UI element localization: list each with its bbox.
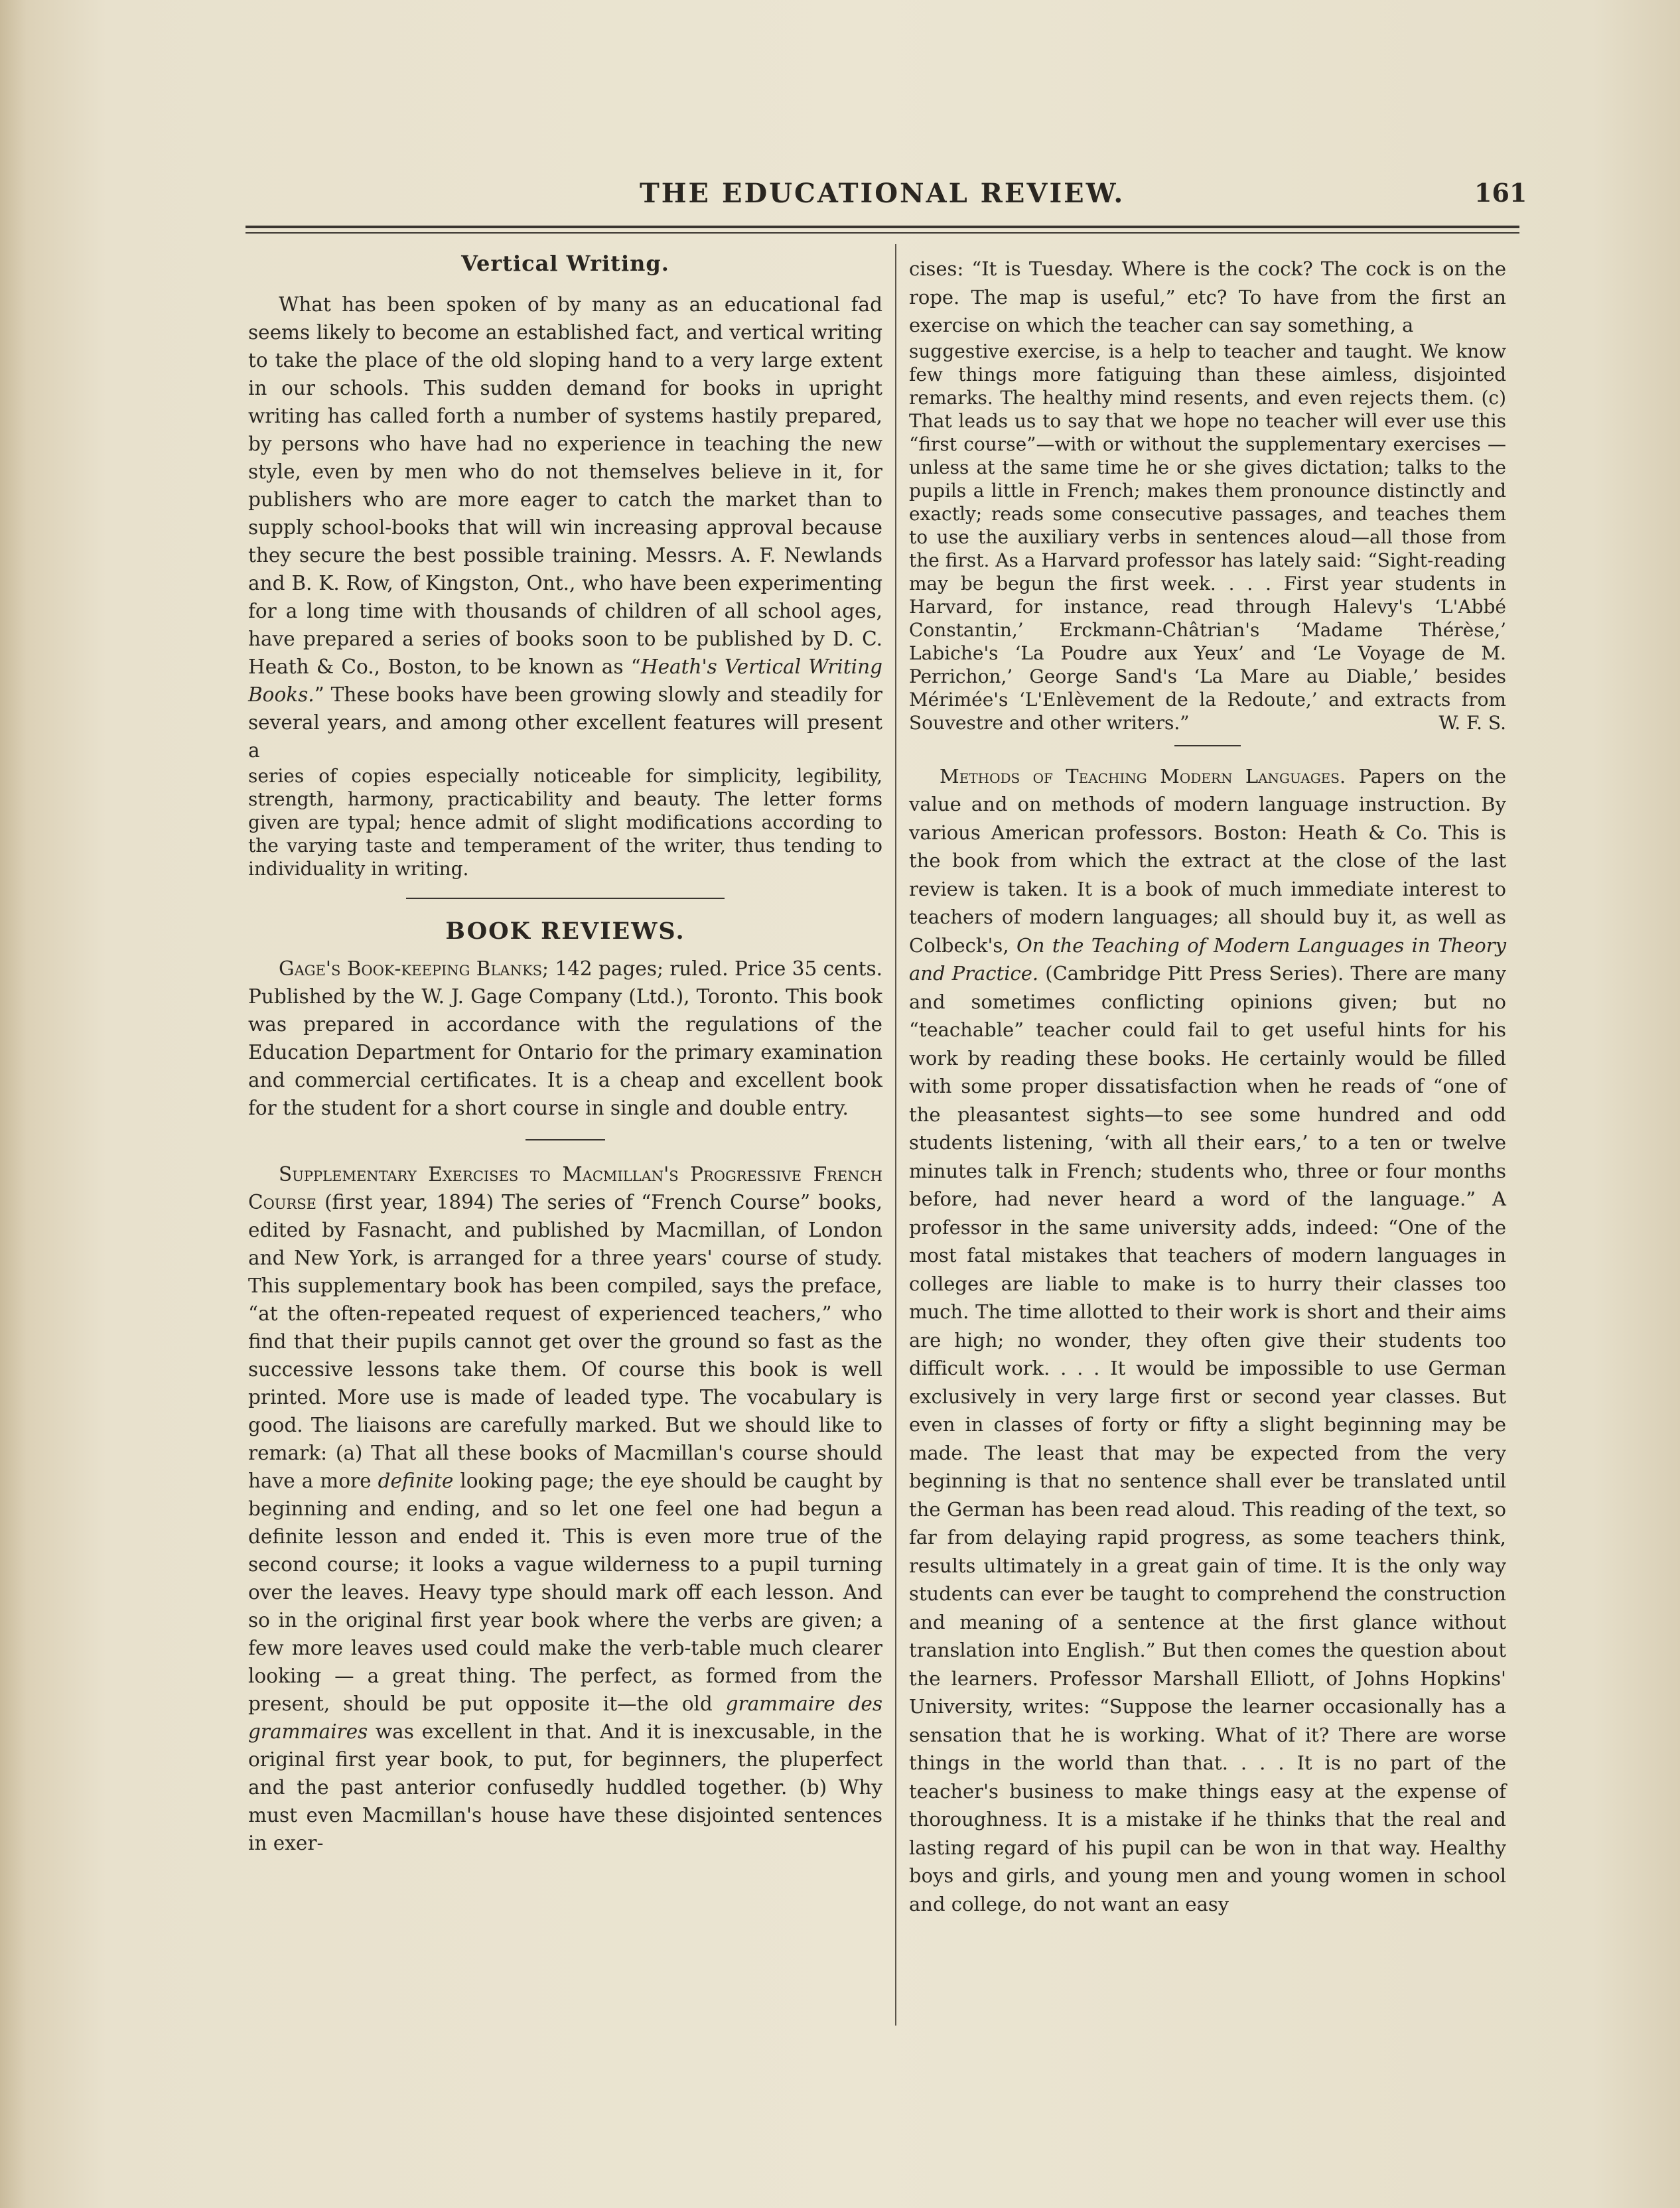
supplementary-review-title: Supplementary Exercises to Macmillan's Progressive French Course <box>248 1163 882 1213</box>
methods-review <box>909 762 1506 1919</box>
continued-dense-paragraph <box>909 340 1506 734</box>
colbeck-book-title: On the Teaching of Modern Languages in Theory and Practice. <box>909 933 1506 985</box>
vertical-writing-heading: Vertical Writing. <box>461 251 669 276</box>
methods-review-title: Methods of Teaching Modern Languages <box>940 764 1340 788</box>
definite-emphasis: definite <box>378 1470 454 1492</box>
vertical-writing-text-end: ” These books have been growing slowly and steadily for several years, and among other excellent features will present a <box>248 683 882 762</box>
gage-review <box>248 955 882 1122</box>
review-divider <box>525 1139 605 1140</box>
right-column <box>909 255 1506 1918</box>
review-divider-right <box>1174 745 1241 746</box>
continued-dense-text: suggestive exercise, is a help to teacher and taught. We know few things more fatiguing than these aimless, disjointed remarks. The healthy mind resents, and even rejects them. (c) That leads us to say that we hope no teacher will ever use this “first course”—with or without the supplementary exercises — unless at the same time he or she gives dictation; talks to the pupils a little in French; makes them pronounce distinctly and exactly; reads some consecutive passages, and teaches them to use the auxiliary verbs in sentences aloud—all those from the first. As a Harvard professor has lately said: “Sight-reading may be begun the first week. . . . First year students in Harvard, for instance, read through Halevy's ‘L'Abbé Constantin,’ Erckmann-Châtrian's ‘Madame Thérèse,’ Labiche's ‘La Poudre aux Yeux’ and ‘Le Voyage de M. Perrichon,’ George Sand's ‘La Mare au Diable,’ besides Mérimée's ‘L'Enlèvement de la Redoute,’ and extracts from Souvestre and other writers.” <box>909 340 1506 734</box>
header-rule <box>245 226 1519 228</box>
journal-title: THE EDUCATIONAL REVIEW. <box>640 178 1125 209</box>
vertical-writing-paragraph <box>248 291 882 764</box>
supplementary-review-text-1: (first year, 1894) The series of “French Course” books, edited by Fasnacht, and published by Macmillan, of London and New York, is arranged for a three years' course of study. This supplementary book has been compiled, says the preface, “at the often-repeated request of experienced teachers,” who find that their pupils cannot get over the ground so fast as the successive lessons take them. Of course this book is well printed. More use is made of leaded type. The vocabulary is good. The liaisons are carefully marked. But we should like to remark: (a) That all these books of Macmillan's course should have a more <box>248 1191 882 1492</box>
supplementary-review <box>248 1160 882 1857</box>
running-head <box>245 178 1527 218</box>
vertical-writing-text: What has been spoken of by many as an educational fad seems likely to become an established fact, and vertical writing to take the place of the old sloping hand to a very large extent in our schools. This sudden demand for books in upright writing has called forth a number of systems hastily prepared, by persons who have had no experience in teaching the new style, even by men who do not themselves believe in it, for publishers who are more eager to catch the market than to supply school-books that will win increasing approval because they secure the best possible training. Messrs. A. F. Newlands and B. K. Row, of Kingston, Ont., who have been experimenting for a long time with thousands of children of all school ages, have prepared a series of books soon to be published by D. C. Heath & Co., Boston, to be known as “ <box>248 293 882 678</box>
vertical-writing-dense-paragraph: series of copies especially noticeable for simplicity, legibility, strength, harmony, practicability and beauty. The letter forms given are typal; hence admit of slight modifications according to the varying taste and temperament of the writer, thus tending to individuality in writing. <box>248 765 882 880</box>
book-reviews-heading: BOOK REVIEWS. <box>445 918 685 945</box>
section-divider <box>406 898 725 899</box>
supplementary-review-text-2: looking page; the eye should be caught by beginning and ending, and so let one feel one had begun a definite lesson and ended it. This is even more true of the second course; it looks a vague wilderness to a pupil turning over the leaves. Heavy type should mark off each lesson. And so in the original first year book where the verbs are given; a few more leaves used could make the verb-table much clearer looking — a great thing. The perfect, as formed from the present, should be put opposite it—the old <box>248 1470 882 1715</box>
supplementary-review-text-3: was excellent in that. And it is inexcusable, in the original first year book, to put, for beginners, the pluperfect and the past anterior confusedly huddled together. (b) Why must even Macmillan's house have these disjointed sentences in exer- <box>248 1720 882 1854</box>
heath-book-title: Heath's Vertical Writing Books. <box>248 656 882 706</box>
continued-paragraph: cises: “It is Tuesday. Where is the cock? The cock is on the rope. The map is useful,” etc? To have from the first an exercise on which the teacher can say something, a <box>909 257 1506 336</box>
left-column <box>248 249 882 1857</box>
page-number: 161 <box>1474 178 1527 208</box>
header-rule-thin <box>245 232 1519 234</box>
methods-review-text-1: . Papers on the value and on methods of modern language instruction. By various American professors. Boston: Heath & Co. This is the book from which the extract at the close of the last review is taken. It is a book of much immediate interest to teachers of modern languages; all should buy it, as well as Colbeck's, <box>909 764 1506 957</box>
methods-review-text-2: (Cambridge Pitt Press Series). There are many and sometimes conflicting opinions given; but no “teachable” teacher could fail to get useful hints for his work by reading these books. He certainly would be filled with some proper dissatisfaction when he reads of “one of the pleasantest sights—to see some hundred and odd students listening, ‘with all their ears,’ to a ten or twelve minutes talk in French; students who, three or four months before, had never heard a word of the language.” A professor in the same university adds, indeed: “One of the most fatal mistakes that teachers of modern languages in colleges are liable to make is to hurry their classes too much. The time allotted to their work is short and their aims are high; no wonder, they often give their students too difficult work. . . . It would be impossible to use German exclusively in very large first or second year classes. But even in classes of forty or fifty a slight beginning may be made. The least that may be expected from the very beginning is that no sentence shall ever be translated until the German has been read aloud. This reading of the text, so far from delaying rapid progress, as some teachers think, results ultimately in a great gain of time. It is the only way students can ever be taught to comprehend the construction and meaning of a sentence at the first glance without translation into English.” But then comes the question about the learners. Professor Marshall Elliott, of Johns Hopkins' University, writes: “Suppose the learner occasionally has a sensation that he is working. What of it? There are worse things in the world than that. . . . It is no part of the teacher's business to make things easy at the expense of thoroughness. It is a mistake if he thinks that the real and lasting regard of his pupil can be won in that way. Healthy boys and girls, and young men and young women in school and college, do not want an easy <box>909 962 1506 1915</box>
gage-review-title: Gage's Book-keeping Blanks <box>279 957 543 980</box>
grammaire-title: grammaire des grammaires <box>248 1692 882 1743</box>
gage-review-text: ; 142 pages; ruled. Price 35 cents. Published by the W. J. Gage Company (Ltd.), Toronto. This book was prepared in accordance with the regulations of the Education Department for Ontario for the primary examination and commercial certificates. It is a cheap and excellent book for the student for a short course in single and double entry. <box>248 957 882 1119</box>
column-divider <box>895 244 896 2026</box>
author-signature: W. F. S. <box>1438 711 1506 734</box>
